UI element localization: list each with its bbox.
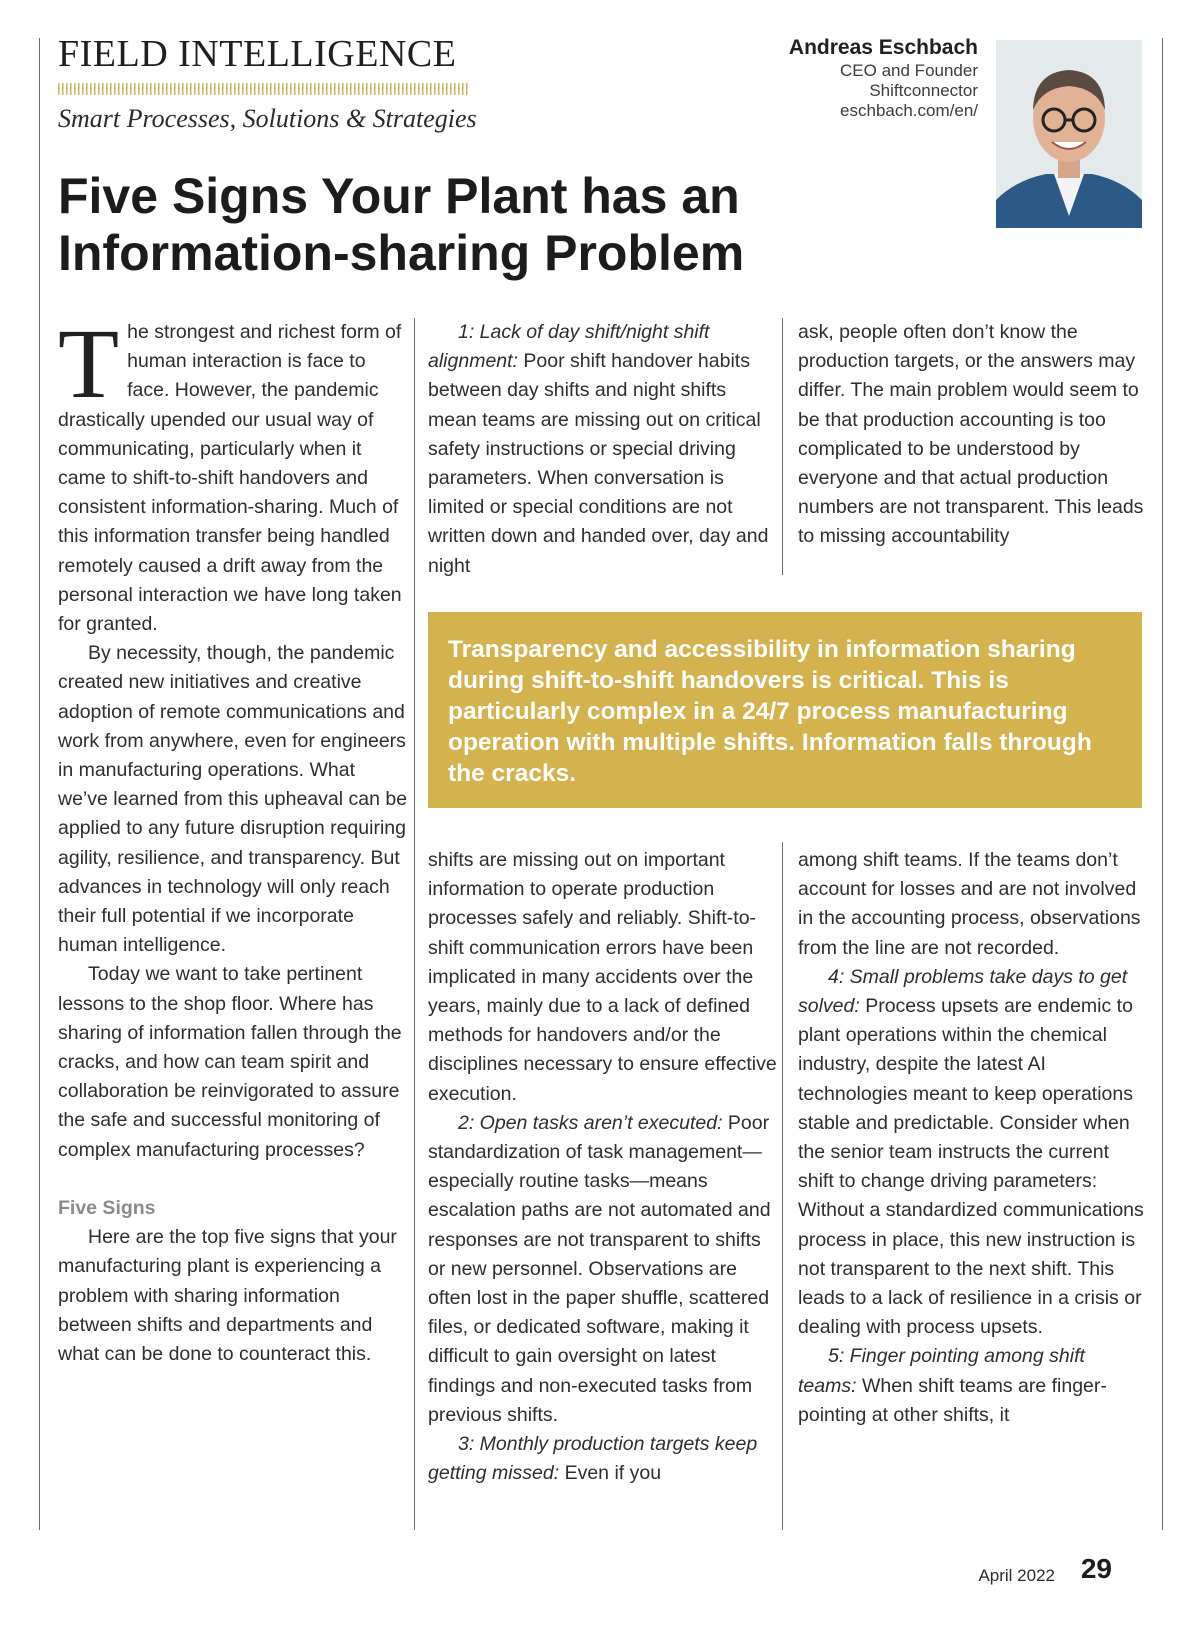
sign-2-text: Poor standardization of task management—especially routine tasks—means escalation paths are not automated and responses are not transparent to shifts or new personnel. Observations are often lost in the paper shuffle, scattered files, or dedicated software, making it difficult to gain oversight on latest findings and non-executed tasks from previous shifts. [428, 1111, 771, 1426]
author-portrait-illustration [996, 40, 1142, 228]
sign-2-label: 2: Open tasks aren’t executed: [458, 1111, 723, 1134]
drop-cap: T [58, 308, 120, 419]
column-1 [58, 308, 408, 1369]
section-tagline: Smart Processes, Solutions & Strategies [58, 104, 477, 133]
paragraph-4: Here are the top five signs that your manufacturing plant is experiencing a problem with sharing information between shifts and departments and what can be done to counteract this. [58, 1226, 397, 1365]
sign-3-paragraph [428, 1430, 778, 1488]
sign-4-label: 4: Small problems take days to get solved: [798, 965, 1128, 1018]
issue-date: April 2022 [978, 1566, 1055, 1585]
sign-5-label: 5: Finger pointing among shift teams: [798, 1345, 1085, 1397]
column-3-bottom [798, 846, 1148, 1430]
left-page-rule [39, 38, 40, 1530]
column-2-continuation: shifts are missing out on important information to operate production processes safely and reliably. Shift-to-shift communication errors have been implicated in many accidents over the years, mainly due to a lack of defined methods for handovers and/or the disciplines necessary to ensure effective execution. [428, 849, 777, 1105]
author-title: CEO and Founder [840, 61, 978, 80]
sign-1-text: Poor shift handover habits between day shifts and night shifts mean teams are missing out on critical safety instructions or special driving parameters. When conversation is limited or special conditions are not written down and handed over, day and night [428, 350, 769, 577]
article-headline: Five Signs Your Plant has an Information-sharing Problem [58, 168, 745, 281]
column-3-continuation: among shift teams. If the teams don’t account for losses and are not involved in the accounting process, observations from the line are not recorded. [798, 849, 1141, 959]
author-name: Andreas Eschbach [788, 36, 978, 59]
pull-quote-box [428, 612, 1142, 808]
author-photo [996, 40, 1142, 228]
sign-2-paragraph [428, 1109, 778, 1430]
decorative-hatch-rule [58, 83, 470, 95]
section-kicker: FIELD INTELLIGENCE [58, 33, 457, 75]
column-3-top-text: ask, people often don’t know the production targets, or the answers may differ. The main problem would seem to be that production accounting is too complicated to be understood by everyone and that actual production numbers are not transparent. This leads to missing accountability [798, 321, 1144, 548]
column-divider-1 [414, 318, 415, 1530]
author-block [789, 35, 978, 121]
right-page-rule [1162, 38, 1163, 1530]
pull-quote-text: Transparency and accessibility in information sharing during shift-to-shift handovers is critical. This is particularly complex in a 24/7 process manufacturing operation with multiple shifts. Information falls through the cracks. [448, 636, 1092, 787]
sign-5-paragraph [798, 1342, 1148, 1430]
sign-3-label: 3: Monthly production targets keep getting missed: [428, 1433, 758, 1485]
column-2-bottom [428, 846, 778, 1488]
sign-5-text: When shift teams are finger-pointing at other shifts, it [798, 1374, 1107, 1426]
page-number: 29 [1080, 1553, 1112, 1584]
sign-3-text: Even if you [559, 1462, 662, 1485]
column-divider-2-top [782, 318, 783, 575]
sign-4-paragraph [798, 963, 1148, 1343]
column-3-top [798, 318, 1148, 552]
sign-1-paragraph [428, 318, 778, 581]
sign-4-text: Process upsets are endemic to plant operations within the chemical industry, despite the latest AI technologies meant to keep operations stable and predictable. Consider when the senior team instructs the current shift to change driving parameters: Without a standardized communications process in place, this new instruction is not transparent to the next shift. This leads to a lack of resilience in a crisis or dealing with process upsets. [798, 995, 1144, 1339]
sign-1-label: 1: Lack of day shift/night shift alignment: [428, 321, 710, 373]
column-2-top [428, 318, 778, 581]
author-company: Shiftconnector [869, 81, 978, 100]
paragraph-3: Today we want to take pertinent lessons to the shop floor. Where has sharing of information fallen through the cracks, and how can team spirit and collaboration be reinvigorated to assure the safe and successful monitoring of complex manufacturing processes? [58, 963, 402, 1161]
column-divider-2-bottom [782, 842, 783, 1530]
author-website: eschbach.com/en/ [840, 101, 978, 120]
paragraph-2: By necessity, though, the pandemic created new initiatives and creative adoption of remote communications and work from anywhere, even for engineers in manufacturing operations. What we’ve learned from this upheaval can be applied to any future disruption requiring agility, resilience, and transparency. But advances in technology will only reach their full potential if we incorporate human intelligence. [58, 642, 408, 957]
subhead-five-signs: Five Signs [58, 1196, 156, 1219]
intro-paragraph [58, 308, 408, 639]
intro-text: he strongest and richest form of human interaction is face to face. However, the pandemic drastically upended our usual way of communicating, particularly when it came to shift-to-shift handovers and consistent information-sharing. Much of this information transfer being handled remotely caused a drift away from the personal interaction we have long taken for granted. [58, 321, 402, 636]
